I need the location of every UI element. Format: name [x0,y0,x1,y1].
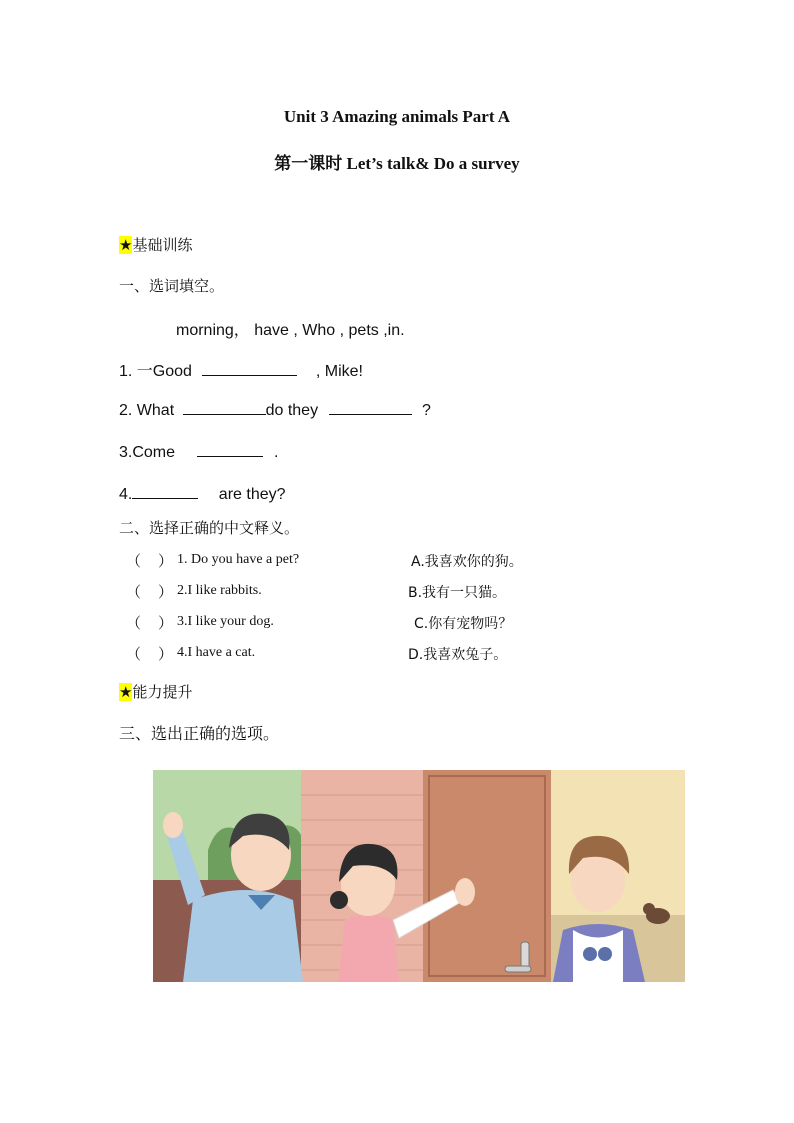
q1-text-b: , Mike! [315,363,363,380]
star-icon: ★ [119,236,133,254]
sentence: 4.I have a cat. [177,645,256,660]
meaning: D.我喜欢兔子。 [408,647,508,663]
q3-blank[interactable] [197,441,263,457]
small-animal-head [643,903,655,915]
door [423,770,551,982]
paren-right: ） [158,647,174,663]
sentence: 2.I like rabbits. [177,583,262,598]
meaning: C.你有宠物吗？ [414,616,513,632]
section-ability-label: 能力提升 [132,683,193,701]
paren-right: ） [158,616,174,632]
section-ability [119,681,192,702]
door-lever [505,966,531,972]
question-1 [119,358,363,381]
section-basic-training [119,234,192,255]
paren-left: （ [126,554,142,570]
question-3 [119,441,278,462]
word-bank: morning， have , Who , pets ,in. [176,322,405,339]
q2-text-a: 2. What [119,402,175,419]
paren-left: （ [126,647,142,663]
q2-text-b: do they [265,402,319,419]
meaning: B.我有一只猫。 [408,585,507,601]
page-subtitle: 第一课时 Let’s talk& Do a survey [274,154,520,173]
classroom-greeting-illustration [153,770,685,982]
paren-right: ） [158,585,174,601]
part2-heading: 二、选择正确的中文释义。 [119,519,300,537]
q1-text-a: 1. 一Good [119,363,192,380]
question-4 [119,483,286,504]
q2-blank-2[interactable] [329,399,412,415]
meaning: A.我喜欢你的狗。 [411,554,523,570]
paren-left: （ [126,585,142,601]
part3-heading: 三、选出正确的选项。 [119,724,280,743]
part1-heading: 一、选词填空。 [119,277,225,295]
page-title: Unit 3 Amazing animals Part A [283,107,511,126]
sentence: 1. Do you have a pet? [177,552,300,567]
q4-text-b: are they? [218,486,286,503]
q4-text-a: 4. [119,486,133,503]
q2-blank-1[interactable] [183,399,266,415]
sentence: 3.I like your dog. [177,614,274,629]
q2-text-c: ? [421,402,431,419]
star-icon: ★ [119,683,133,701]
q3-text-a: 3.Come [119,444,176,461]
question-2 [119,399,431,420]
paren-right: ） [158,554,174,570]
q3-text-b: . [273,444,279,461]
q4-blank[interactable] [132,483,198,499]
paren-left: （ [126,616,142,632]
q1-blank[interactable] [202,360,297,376]
section-basic-label: 基础训练 [132,236,193,254]
